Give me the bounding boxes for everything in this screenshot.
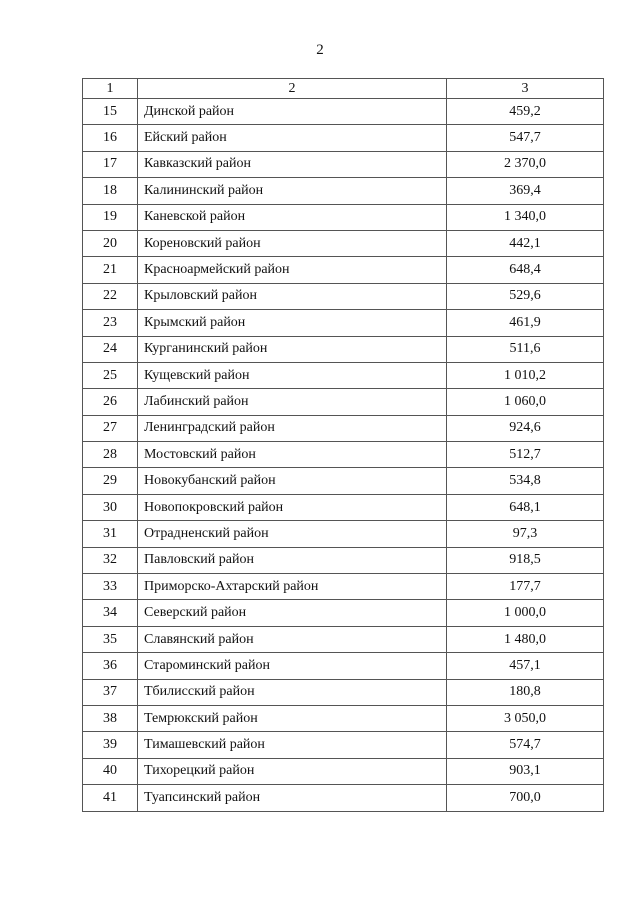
district-name-cell: Лабинский район [138, 389, 447, 415]
table-row [83, 468, 604, 494]
district-name-cell: Тихорецкий район [138, 758, 447, 784]
value-cell: 700,0 [447, 785, 604, 811]
table-row [83, 679, 604, 705]
row-number-cell: 35 [83, 626, 138, 652]
row-number-cell: 27 [83, 415, 138, 441]
table-row [83, 653, 604, 679]
table-row [83, 626, 604, 652]
district-name-cell: Мостовский район [138, 442, 447, 468]
table-row [83, 125, 604, 151]
value-cell: 1 340,0 [447, 204, 604, 230]
district-name-cell: Крыловский район [138, 283, 447, 309]
district-name-cell: Павловский район [138, 547, 447, 573]
value-cell: 3 050,0 [447, 705, 604, 731]
district-name-cell: Тбилисский район [138, 679, 447, 705]
value-cell: 180,8 [447, 679, 604, 705]
district-name-cell: Крымский район [138, 310, 447, 336]
table-row [83, 204, 604, 230]
value-cell: 442,1 [447, 230, 604, 256]
value-cell: 648,1 [447, 494, 604, 520]
district-name-cell: Тимашевский район [138, 732, 447, 758]
table-body [83, 99, 604, 812]
row-number-cell: 18 [83, 178, 138, 204]
district-name-cell: Славянский район [138, 626, 447, 652]
row-number-cell: 22 [83, 283, 138, 309]
table-row [83, 230, 604, 256]
table-row [83, 310, 604, 336]
row-number-cell: 15 [83, 99, 138, 125]
value-cell: 177,7 [447, 574, 604, 600]
district-name-cell: Ленинградский район [138, 415, 447, 441]
district-name-cell: Кущевский район [138, 362, 447, 388]
district-name-cell: Каневской район [138, 204, 447, 230]
row-number-cell: 20 [83, 230, 138, 256]
row-number-cell: 25 [83, 362, 138, 388]
row-number-cell: 41 [83, 785, 138, 811]
value-cell: 529,6 [447, 283, 604, 309]
value-cell: 1 060,0 [447, 389, 604, 415]
row-number-cell: 21 [83, 257, 138, 283]
table-row [83, 389, 604, 415]
header-cell-value: 3 [447, 79, 604, 99]
value-cell: 918,5 [447, 547, 604, 573]
table-row [83, 600, 604, 626]
row-number-cell: 26 [83, 389, 138, 415]
district-name-cell: Приморско-Ахтарский район [138, 574, 447, 600]
value-cell: 1 000,0 [447, 600, 604, 626]
row-number-cell: 16 [83, 125, 138, 151]
district-name-cell: Курганинский район [138, 336, 447, 362]
district-name-cell: Отрадненский район [138, 521, 447, 547]
row-number-cell: 38 [83, 705, 138, 731]
district-name-cell: Новопокровский район [138, 494, 447, 520]
row-number-cell: 36 [83, 653, 138, 679]
row-number-cell: 37 [83, 679, 138, 705]
row-number-cell: 30 [83, 494, 138, 520]
district-name-cell: Динской район [138, 99, 447, 125]
row-number-cell: 40 [83, 758, 138, 784]
district-table [82, 78, 604, 812]
table-row [83, 283, 604, 309]
header-cell-name: 2 [138, 79, 447, 99]
value-cell: 574,7 [447, 732, 604, 758]
row-number-cell: 34 [83, 600, 138, 626]
table-row [83, 257, 604, 283]
table-row [83, 99, 604, 125]
row-number-cell: 31 [83, 521, 138, 547]
row-number-cell: 24 [83, 336, 138, 362]
value-cell: 511,6 [447, 336, 604, 362]
table-row [83, 521, 604, 547]
value-cell: 1 480,0 [447, 626, 604, 652]
table-row [83, 494, 604, 520]
district-name-cell: Калининский район [138, 178, 447, 204]
value-cell: 903,1 [447, 758, 604, 784]
district-name-cell: Темрюкский район [138, 705, 447, 731]
table-row [83, 336, 604, 362]
district-name-cell: Северский район [138, 600, 447, 626]
district-name-cell: Новокубанский район [138, 468, 447, 494]
value-cell: 512,7 [447, 442, 604, 468]
table-row [83, 574, 604, 600]
table-row [83, 178, 604, 204]
district-name-cell: Кавказский район [138, 151, 447, 177]
row-number-cell: 32 [83, 547, 138, 573]
value-cell: 97,3 [447, 521, 604, 547]
district-name-cell: Староминский район [138, 653, 447, 679]
value-cell: 648,4 [447, 257, 604, 283]
row-number-cell: 29 [83, 468, 138, 494]
value-cell: 547,7 [447, 125, 604, 151]
table-row [83, 362, 604, 388]
value-cell: 1 010,2 [447, 362, 604, 388]
value-cell: 534,8 [447, 468, 604, 494]
table-row [83, 705, 604, 731]
row-number-cell: 19 [83, 204, 138, 230]
row-number-cell: 28 [83, 442, 138, 468]
value-cell: 457,1 [447, 653, 604, 679]
table-row [83, 547, 604, 573]
table-header-row [83, 79, 604, 99]
table-row [83, 415, 604, 441]
row-number-cell: 33 [83, 574, 138, 600]
row-number-cell: 23 [83, 310, 138, 336]
district-name-cell: Ейский район [138, 125, 447, 151]
row-number-cell: 39 [83, 732, 138, 758]
header-cell-number: 1 [83, 79, 138, 99]
value-cell: 924,6 [447, 415, 604, 441]
page-number: 2 [316, 42, 324, 58]
value-cell: 459,2 [447, 99, 604, 125]
table-row [83, 732, 604, 758]
table-row [83, 151, 604, 177]
value-cell: 2 370,0 [447, 151, 604, 177]
table-row [83, 442, 604, 468]
table-row [83, 758, 604, 784]
value-cell: 369,4 [447, 178, 604, 204]
district-name-cell: Кореновский район [138, 230, 447, 256]
row-number-cell: 17 [83, 151, 138, 177]
district-name-cell: Красноармейский район [138, 257, 447, 283]
value-cell: 461,9 [447, 310, 604, 336]
district-name-cell: Туапсинский район [138, 785, 447, 811]
table-row [83, 785, 604, 811]
